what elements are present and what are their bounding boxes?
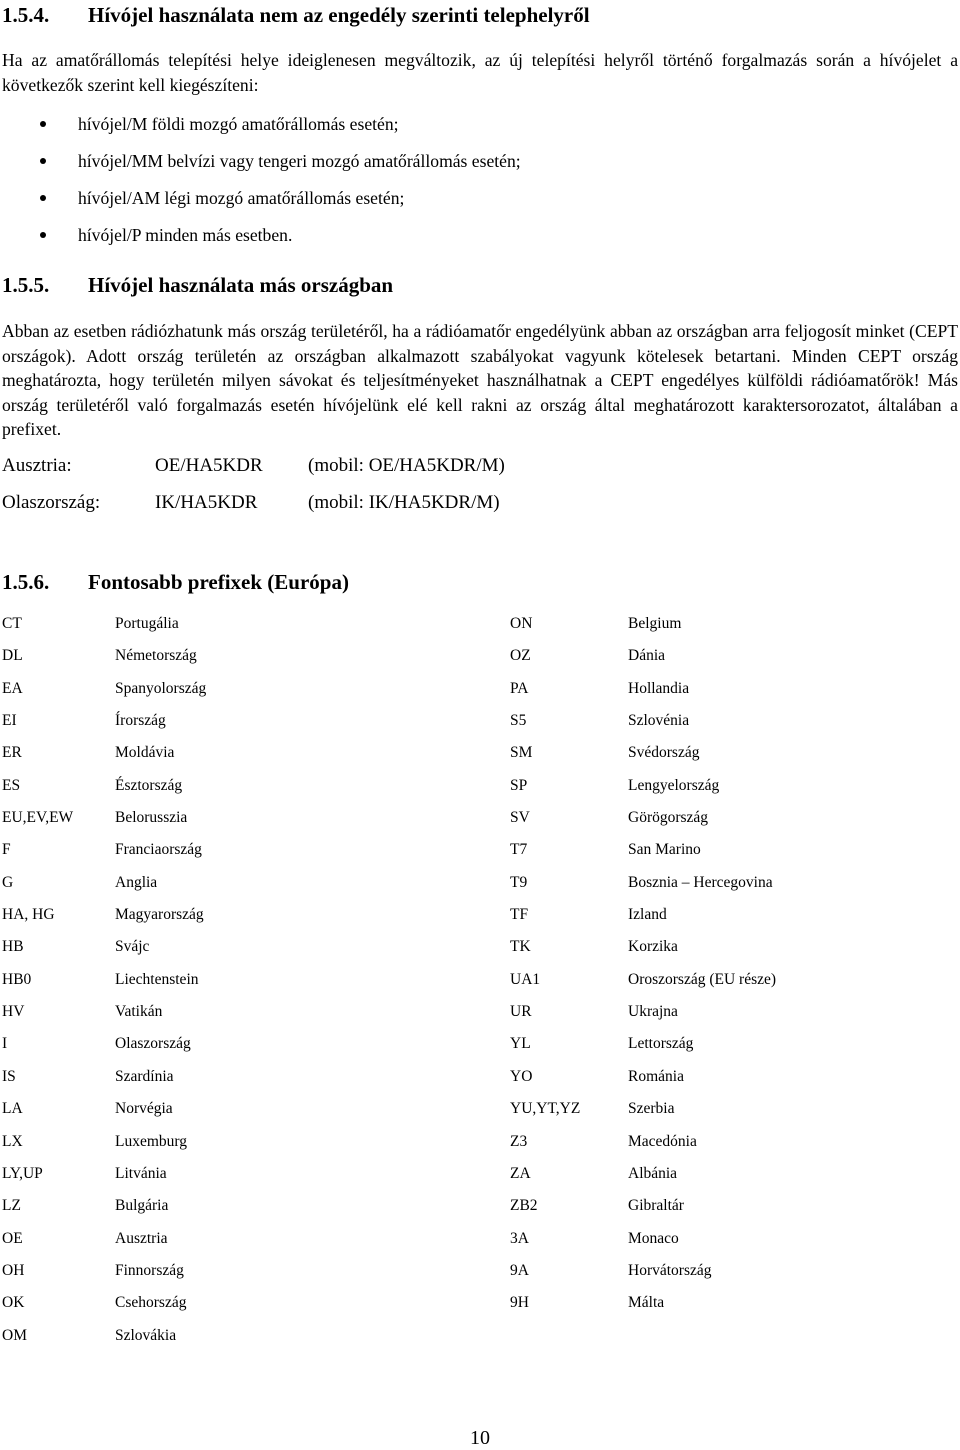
example-country: Olaszország: [2, 492, 101, 513]
prefix-cell: OK [2, 1294, 25, 1312]
country-cell: Finnország [115, 1261, 184, 1279]
table-row [0, 1287, 960, 1319]
country-cell: Dánia [628, 647, 666, 665]
prefix-cell: ES [2, 776, 21, 794]
section-number: 1.5.6. [2, 570, 50, 594]
country-cell: Svájc [115, 938, 150, 956]
country-cell: Moldávia [115, 744, 175, 762]
bullet-icon [40, 195, 46, 201]
prefix-cell: G [2, 873, 14, 891]
country-cell: Norvégia [115, 1100, 173, 1118]
prefix-cell: HA, HG [2, 906, 55, 924]
country-cell: Németország [115, 647, 197, 665]
country-cell: Korzika [628, 938, 678, 956]
country-cell: Macedónia [628, 1132, 697, 1150]
example-prefix: IK/HA5KDR [155, 492, 258, 513]
prefix-cell: S5 [510, 712, 527, 730]
prefix-cell: UR [510, 1003, 532, 1021]
table-row [0, 996, 960, 1028]
prefix-cell: HV [2, 1003, 25, 1021]
prefix-cell: ER [2, 744, 22, 762]
country-cell: Lettország [628, 1035, 694, 1053]
prefix-cell: EI [2, 712, 17, 730]
country-cell: Szlovákia [115, 1326, 177, 1344]
prefix-cell: HB0 [2, 970, 32, 988]
country-cell: San Marino [628, 841, 701, 859]
example-prefix: OE/HA5KDR [155, 455, 263, 476]
list-item: hívójel/M földi mozgó amatőrállomás esetén; [0, 106, 521, 143]
table-row [0, 1320, 960, 1352]
country-cell: Bulgária [115, 1197, 169, 1215]
country-cell: Litvánia [115, 1164, 167, 1182]
country-cell: Lengyelország [628, 776, 720, 794]
country-cell: Málta [628, 1294, 665, 1312]
country-cell: Oroszország (EU része) [628, 970, 777, 988]
example-mobile: (mobil: IK/HA5KDR/M) [308, 492, 500, 513]
table-row [0, 705, 960, 737]
country-cell: Hollandia [628, 679, 690, 697]
table-row [0, 1126, 960, 1158]
table-row [0, 1223, 960, 1255]
bullet-icon [40, 121, 46, 127]
table-row [0, 964, 960, 996]
table-row [0, 899, 960, 931]
prefix-cell: YO [510, 1067, 533, 1085]
country-cell: Portugália [115, 615, 179, 632]
table-row [0, 834, 960, 866]
country-cell: Monaco [628, 1229, 679, 1247]
country-cell: Írország [115, 712, 166, 730]
table-row [0, 1190, 960, 1222]
table-row [0, 931, 960, 963]
country-cell: Olaszország [115, 1035, 191, 1053]
prefix-cell: YL [510, 1035, 531, 1053]
prefix-cell: 9A [510, 1261, 529, 1279]
country-cell: Anglia [115, 873, 158, 891]
prefix-cell: SV [510, 809, 530, 827]
prefix-cell: YU,YT,YZ [510, 1100, 581, 1118]
prefix-cell: ON [510, 615, 533, 632]
table-row [0, 1255, 960, 1287]
table-row [0, 770, 960, 802]
table-row [0, 608, 960, 640]
prefix-cell: SP [510, 776, 528, 794]
page-number: 10 [470, 1427, 490, 1449]
example-country: Ausztria: [2, 455, 72, 476]
section-title: Hívójel használata nem az engedély szerinti telephelyről [88, 3, 590, 27]
table-row [0, 673, 960, 705]
prefix-cell: 9H [510, 1294, 529, 1312]
section-155-body: Abban az esetben rádiózhatunk más ország területéről, ha a rádióamatőr engedélyünk abban az országban arra feljogosít minket (CEPT országok). Adott ország területén az országban alkalmazott szabályokat vagyunk kötelesek betartani. Minden CEPT ország meghatározta, hogy területén milyen sávokat és teljesítményeket használhatnak a CEPT engedélyes külföldi rádióamatőrök! Más ország területéről való forgalmazás esetén hívójelünk elé kell rakni az ország által meghatározott karaktersorozatot, általában a prefixet. [2, 321, 958, 439]
prefix-cell: LA [2, 1100, 23, 1118]
prefix-cell: OM [2, 1326, 27, 1344]
prefix-cell: LX [2, 1132, 23, 1150]
prefix-cell: 3A [510, 1229, 529, 1247]
table-row [0, 640, 960, 672]
prefix-cell: Z3 [510, 1132, 528, 1150]
table-row [0, 867, 960, 899]
section-heading-156 [2, 569, 349, 595]
list-item: hívójel/P minden más esetben. [0, 217, 521, 254]
country-cell: Belorusszia [115, 809, 188, 827]
country-cell: Albánia [628, 1164, 678, 1182]
country-cell: Spanyolország [115, 679, 207, 697]
prefix-cell: PA [510, 679, 529, 697]
prefix-cell: EU,EV,EW [2, 809, 74, 827]
prefix-cell: UA1 [510, 970, 541, 988]
country-cell: Ukrajna [628, 1003, 678, 1021]
prefix-cell: F [2, 841, 11, 859]
list-item: hívójel/MM belvízi vagy tengeri mozgó amatőrállomás esetén; [0, 143, 521, 180]
section-heading-155 [2, 272, 393, 298]
prefix-cell: OE [2, 1229, 23, 1247]
suffix-list [0, 106, 521, 254]
prefix-cell: OZ [510, 647, 531, 665]
table-row [0, 1158, 960, 1190]
section-number: 1.5.5. [2, 273, 50, 297]
country-cell: Belgium [628, 615, 682, 632]
prefix-cell: LZ [2, 1197, 21, 1215]
country-cell: Bosznia – Hercegovina [628, 873, 773, 891]
country-cell: Görögország [628, 809, 709, 827]
section-title: Fontosabb prefixek (Európa) [88, 570, 349, 594]
country-cell: Liechtenstein [115, 970, 199, 988]
country-cell: Szardínia [115, 1067, 174, 1085]
country-cell: Románia [628, 1067, 684, 1085]
table-row [0, 1028, 960, 1060]
section-154-intro: Ha az amatőrállomás telepítési helye ideiglenesen megváltozik, az új telepítési helyről történő forgalmazás során a hívójelet a következők szerint kell kiegészíteni: [2, 50, 958, 95]
table-row [0, 1093, 960, 1125]
country-cell: Szlovénia [628, 712, 690, 730]
prefix-cell: CT [2, 615, 22, 632]
example-mobile: (mobil: OE/HA5KDR/M) [308, 455, 505, 476]
prefix-cell: OH [2, 1261, 25, 1279]
section-number: 1.5.4. [2, 3, 50, 27]
country-cell: Észtország [115, 776, 183, 794]
bullet-icon [40, 158, 46, 164]
country-cell: Csehország [115, 1294, 187, 1312]
section-heading-154 [2, 2, 590, 28]
table-row [0, 802, 960, 834]
prefix-cell: LY,UP [2, 1164, 43, 1182]
list-item: hívójel/AM légi mozgó amatőrállomás esetén; [0, 180, 521, 217]
prefix-cell: ZB2 [510, 1197, 538, 1215]
country-cell: Szerbia [628, 1100, 675, 1118]
table-row [0, 737, 960, 769]
country-cell: Gibraltár [628, 1197, 684, 1215]
country-cell: Luxemburg [115, 1132, 188, 1150]
table-row [0, 1061, 960, 1093]
prefix-cell: IS [2, 1067, 16, 1085]
country-cell: Svédország [628, 744, 700, 762]
country-cell: Franciaország [115, 841, 202, 859]
prefix-cell: EA [2, 679, 23, 697]
prefix-cell: DL [2, 647, 23, 665]
prefix-cell: I [2, 1035, 8, 1053]
prefix-cell: ZA [510, 1164, 531, 1182]
prefix-cell: TF [510, 906, 529, 924]
prefix-cell: TK [510, 938, 531, 956]
prefix-cell: T9 [510, 873, 528, 891]
prefix-cell: SM [510, 744, 533, 762]
country-cell: Ausztria [115, 1229, 168, 1247]
prefix-cell: T7 [510, 841, 528, 859]
prefix-cell: HB [2, 938, 24, 956]
country-cell: Vatikán [115, 1003, 163, 1021]
prefix-table [0, 608, 960, 1352]
country-cell: Izland [628, 906, 667, 924]
section-title: Hívójel használata más országban [88, 273, 394, 297]
country-cell: Horvátország [628, 1261, 712, 1279]
country-cell: Magyarország [115, 906, 204, 924]
bullet-icon [40, 232, 46, 238]
